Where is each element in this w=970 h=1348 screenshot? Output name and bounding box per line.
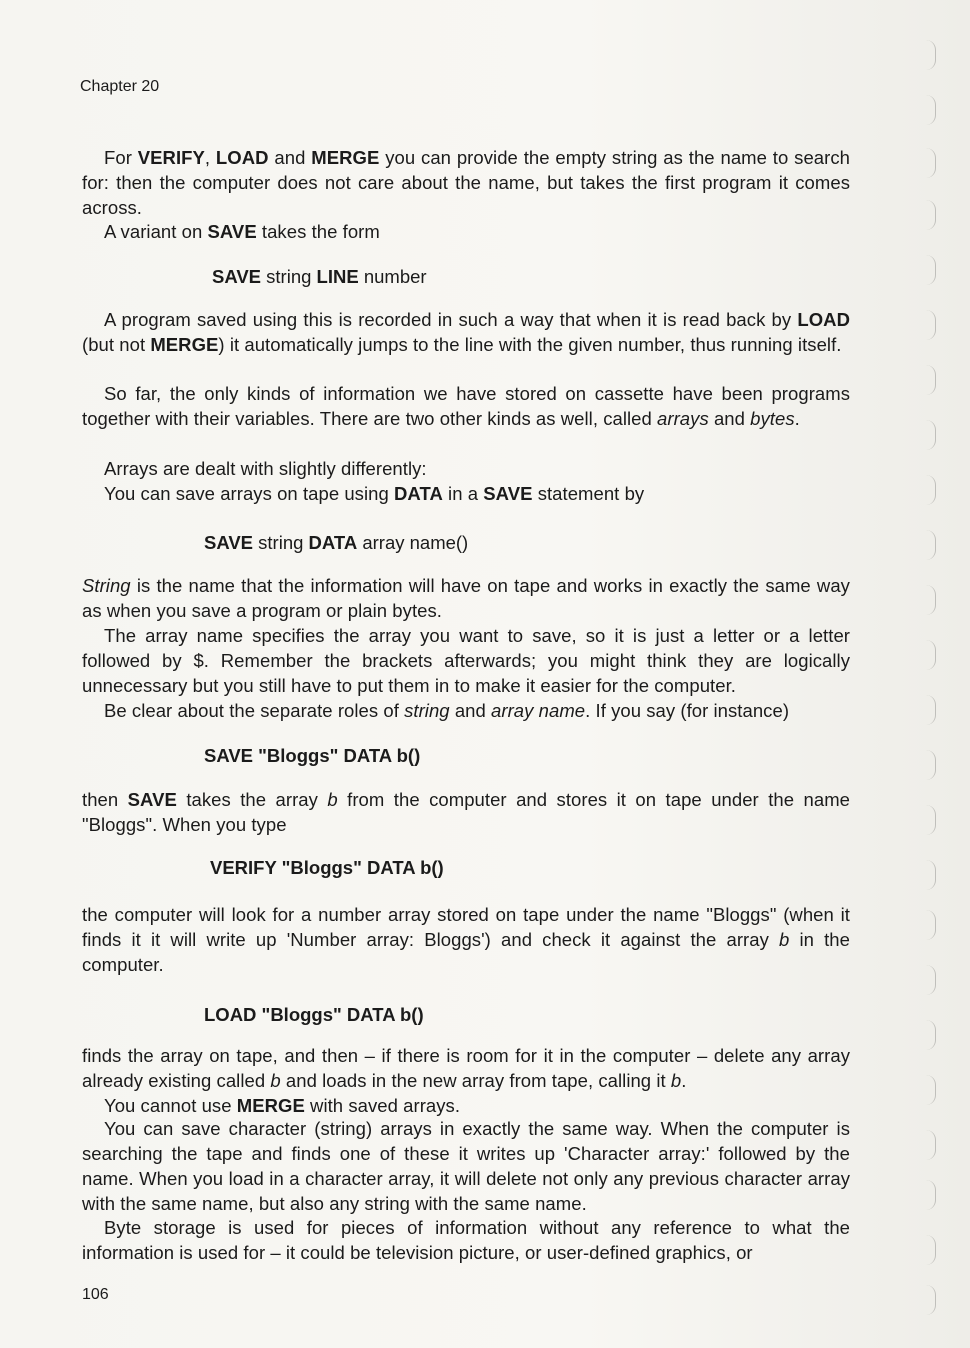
paragraph: A program saved using this is recorded in such a way that when it is read back by LOAD (but not MERGE) it automatically jumps to the line with the given number, thus running itself.: [82, 309, 850, 355]
binding-hole: [923, 695, 936, 725]
paragraph: You can save character (string) arrays in exactly the same way. When the computer is searching the tape and finds one of these it writes up 'Character array:' followed by the name. When you load in a character array, it will delete not only any previous character array with the same name, but also any string with the same name.: [82, 1118, 850, 1214]
paragraph: String is the name that the information will have on tape and works in exactly the same way as when you save a program or plain bytes.: [82, 575, 850, 621]
binding-hole: [923, 1130, 936, 1160]
binding-hole: [923, 965, 936, 995]
paragraph: So far, the only kinds of information we have stored on cassette have been programs together with their variables. There are two other kinds as well, called arrays and bytes.: [82, 383, 850, 429]
command-example: VERIFY "Bloggs" DATA b(): [210, 857, 444, 878]
binding-hole: [923, 1180, 936, 1210]
binding-hole: [923, 1285, 936, 1315]
binding-holes: [914, 40, 936, 1330]
binding-hole: [923, 860, 936, 890]
paragraph: Be clear about the separate roles of string and array name. If you say (for instance): [104, 700, 790, 721]
binding-hole: [923, 95, 936, 125]
binding-hole: [923, 148, 936, 178]
binding-hole: [923, 750, 936, 780]
paragraph: the computer will look for a number array stored on tape under the name "Bloggs" (when it finds it it will write up 'Number array: Bloggs') and check it against the array b in the computer.: [82, 904, 850, 975]
binding-hole: [923, 805, 936, 835]
paragraph: finds the array on tape, and then – if there is room for it in the computer – delete any array already existing called b and loads in the new array from tape, calling it b.: [82, 1045, 850, 1091]
paragraph: You cannot use MERGE with saved arrays.: [104, 1095, 461, 1116]
binding-hole: [923, 40, 936, 70]
command-example: SAVE "Bloggs" DATA b(): [204, 745, 421, 766]
binding-hole: [923, 910, 936, 940]
command-example: LOAD "Bloggs" DATA b(): [204, 1004, 424, 1025]
paragraph: Arrays are dealt with slightly differently:: [104, 458, 427, 479]
binding-hole: [923, 1235, 936, 1265]
paragraph: For VERIFY, LOAD and MERGE you can provide the empty string as the name to search for: then the computer does not care about the name, but takes the first program it comes across.: [82, 147, 850, 218]
binding-hole: [923, 1020, 936, 1050]
binding-hole: [923, 640, 936, 670]
binding-hole: [923, 310, 936, 340]
paragraph: A variant on SAVE takes the form: [104, 221, 380, 242]
chapter-header: Chapter 20: [80, 78, 160, 95]
binding-hole: [923, 1075, 936, 1105]
command-syntax: SAVE string LINE number: [212, 266, 427, 287]
paragraph: then SAVE takes the array b from the computer and stores it on tape under the name "Bloggs". When you type: [82, 789, 850, 835]
binding-hole: [923, 365, 936, 395]
paragraph: Byte storage is used for pieces of information without any reference to what the information is used for – it could be television picture, or user-defined graphics, or: [82, 1217, 850, 1263]
binding-hole: [923, 200, 936, 230]
binding-hole: [923, 255, 936, 285]
binding-hole: [923, 475, 936, 505]
page-number: 106: [82, 1286, 109, 1303]
binding-hole: [923, 585, 936, 615]
paragraph: The array name specifies the array you want to save, so it is just a letter or a letter followed by $. Remember the brackets afterwards; you might think they are logically unnecessary but you still have to put them in to make it easier for the computer.: [82, 625, 850, 696]
binding-hole: [923, 420, 936, 450]
binding-hole: [923, 530, 936, 560]
command-syntax: SAVE string DATA array name(): [204, 532, 469, 553]
paragraph: You can save arrays on tape using DATA in a SAVE statement by: [104, 483, 645, 504]
